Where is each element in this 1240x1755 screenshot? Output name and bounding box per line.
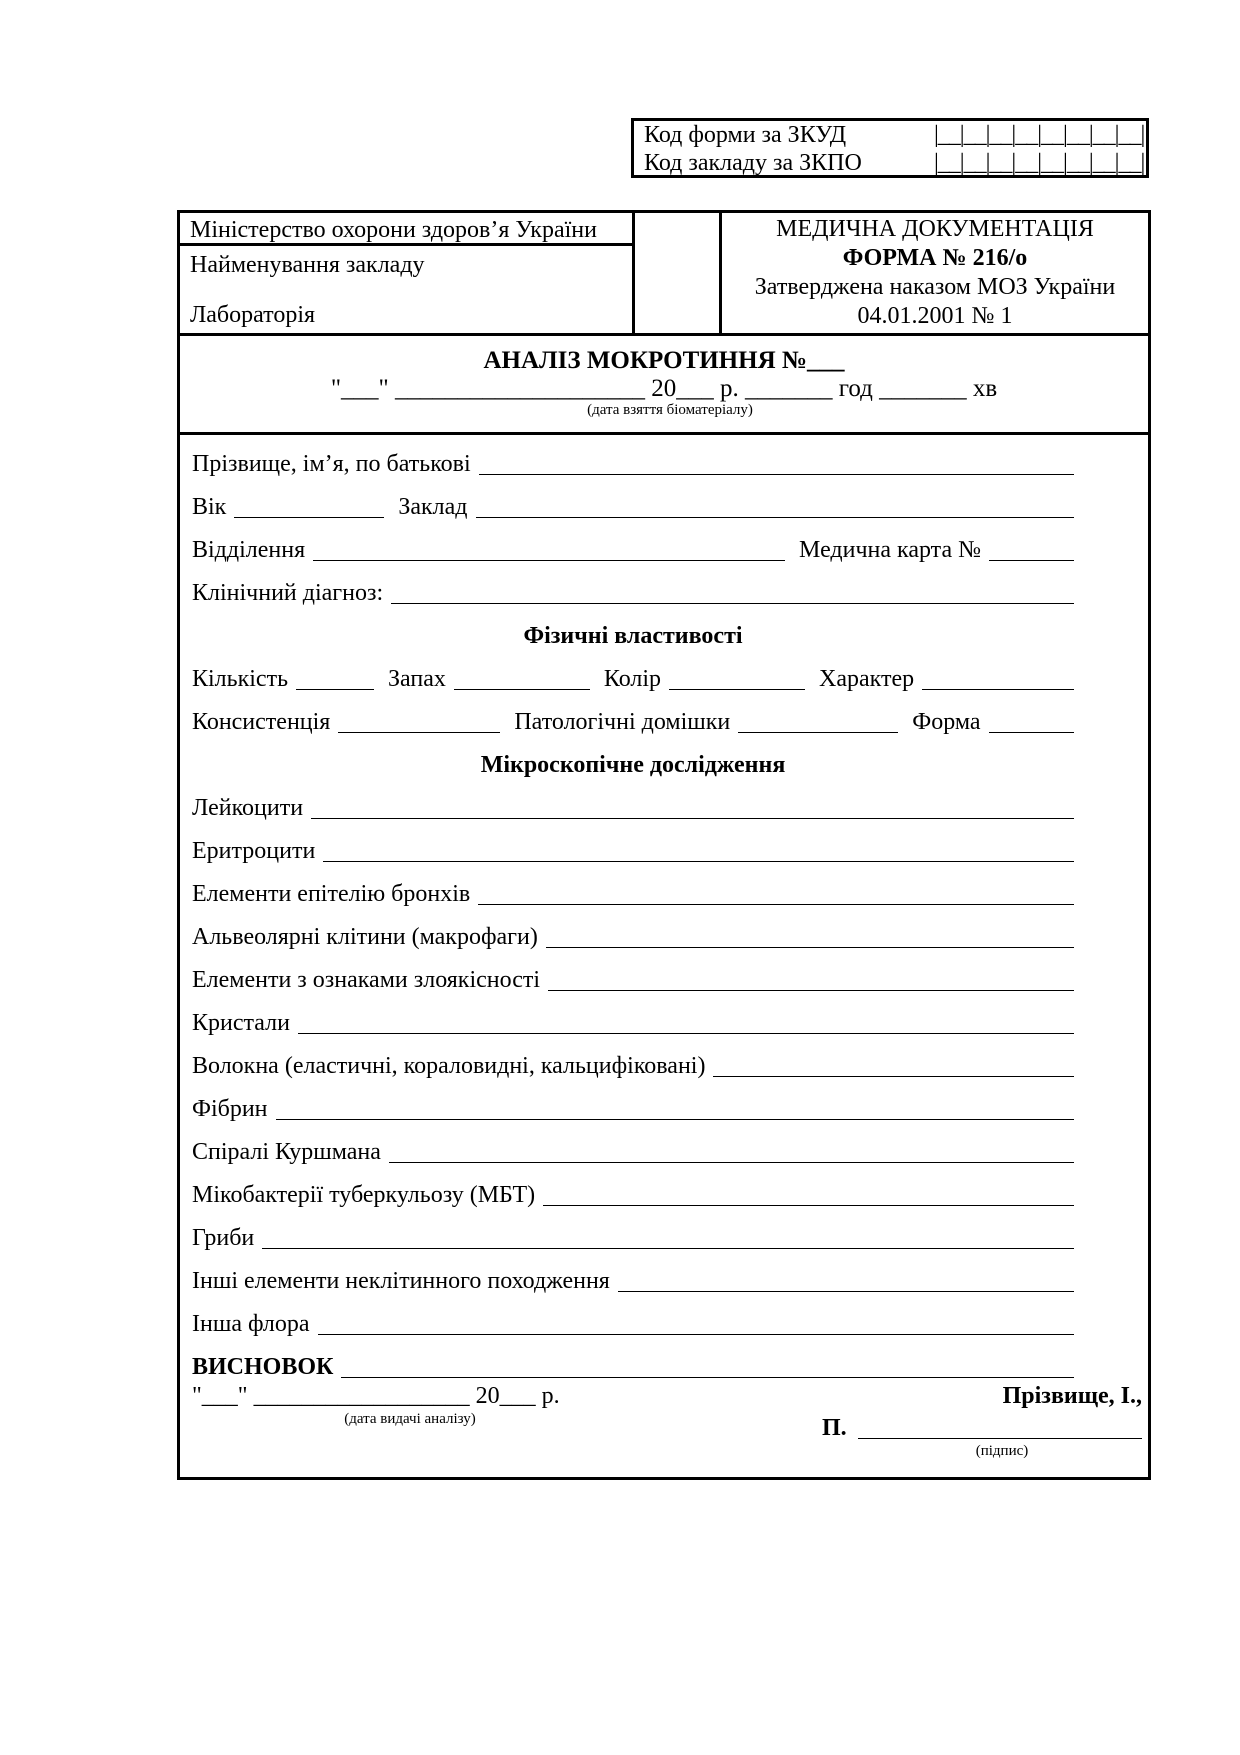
micro-item-field[interactable] — [713, 1076, 1074, 1077]
micro-item-field[interactable] — [548, 990, 1074, 991]
diagnosis-label: Клінічний діагноз: — [192, 580, 384, 606]
signature-block — [192, 1381, 1142, 1471]
micro-heading: Мікроскопічне дослідження — [480, 752, 786, 778]
conclusion-label: ВИСНОВОК — [192, 1354, 334, 1380]
issue-date-caption: (дата видачі аналізу) — [344, 1411, 476, 1427]
micro-item-field[interactable] — [546, 947, 1074, 948]
micro-row — [192, 1178, 1074, 1212]
micro-row — [192, 1006, 1074, 1040]
quantity-label: Кількість — [192, 666, 289, 692]
micro-row — [192, 877, 1074, 911]
form-number: ФОРМА № 216/о — [842, 245, 1028, 271]
micro-item-label: Спіралі Куршмана — [192, 1139, 381, 1165]
micro-item-field[interactable] — [276, 1119, 1074, 1120]
form-label: Форма — [912, 709, 981, 735]
institution-label: Заклад — [398, 494, 468, 520]
micro-item-label: Елементи з ознаками злоякісності — [192, 967, 541, 993]
character-field[interactable] — [922, 689, 1074, 690]
micro-row — [192, 791, 1074, 825]
micro-item-label: Еритроцити — [192, 838, 316, 864]
zkpo-label: Код закладу за ЗКПО — [644, 150, 862, 176]
department-field[interactable] — [313, 560, 785, 561]
micro-row — [192, 1307, 1074, 1341]
micro-item-label: Фібрин — [192, 1096, 268, 1122]
impurities-label: Патологічні домішки — [514, 709, 731, 735]
laboratory-label: Лабораторія — [190, 302, 316, 328]
medical-card-field[interactable] — [989, 560, 1074, 561]
micro-item-field[interactable] — [311, 818, 1074, 819]
diagnosis-field[interactable] — [391, 603, 1074, 604]
header-form-info — [722, 213, 1148, 335]
conclusion-field[interactable] — [341, 1377, 1074, 1378]
institution-name-label: Найменування закладу — [190, 252, 425, 278]
micro-item-field[interactable] — [262, 1248, 1074, 1249]
micro-item-label: Інша флора — [192, 1311, 310, 1337]
micro-item-field[interactable] — [389, 1162, 1074, 1163]
patient-name-row — [192, 447, 1074, 481]
age-institution-row — [192, 490, 1074, 524]
physical-heading: Фізичні властивості — [523, 623, 743, 649]
form-frame — [177, 210, 1151, 1480]
approved-by: Затверджена наказом МОЗ України — [754, 274, 1116, 300]
micro-item-label: Гриби — [192, 1225, 255, 1251]
signer-p-label: П. — [822, 1415, 847, 1441]
micro-item-label: Альвеолярні клітини (макрофаги) — [192, 924, 538, 950]
header-institution-block — [180, 213, 635, 333]
medical-card-label: Медична карта № — [799, 537, 981, 563]
age-label: Вік — [192, 494, 227, 520]
ministry-name: Міністерство охорони здоров’я України — [180, 213, 632, 246]
sample-date-line[interactable]: "___" ____________________ 20___ р. _______ год _______ хв — [330, 375, 998, 402]
header-blank-cell — [635, 213, 722, 333]
impurities-field[interactable] — [738, 732, 898, 733]
micro-row — [192, 1092, 1074, 1126]
micro-row — [192, 1049, 1074, 1083]
zkud-code-cells[interactable]: |__|__|__|__|__|__|__|__| — [934, 122, 1145, 148]
patient-name-field[interactable] — [479, 474, 1074, 475]
micro-item-label: Інші елементи неклітинного походження — [192, 1268, 610, 1294]
quantity-field[interactable] — [296, 689, 374, 690]
institution-field[interactable] — [476, 517, 1074, 518]
diagnosis-row — [192, 576, 1074, 610]
age-field[interactable] — [234, 517, 384, 518]
smell-field[interactable] — [454, 689, 590, 690]
signer-surname-label: Прізвище, І., — [1002, 1383, 1142, 1409]
zkud-label: Код форми за ЗКУД — [644, 122, 847, 148]
consistency-label: Консистенція — [192, 709, 331, 735]
smell-label: Запах — [388, 666, 446, 692]
micro-heading-row — [192, 748, 1074, 782]
form-codes-box — [631, 118, 1149, 178]
signature-caption: (підпис) — [975, 1443, 1029, 1459]
micro-row — [192, 1135, 1074, 1169]
micro-row — [192, 963, 1074, 997]
character-label: Характер — [819, 666, 915, 692]
micro-item-field[interactable] — [618, 1291, 1074, 1292]
micro-item-field[interactable] — [318, 1334, 1074, 1335]
micro-row — [192, 1221, 1074, 1255]
micro-item-field[interactable] — [298, 1033, 1074, 1034]
form-field[interactable] — [989, 732, 1074, 733]
micro-item-label: Елементи епітелію бронхів — [192, 881, 471, 907]
physical-row-1 — [192, 662, 1074, 696]
micro-item-label: Кристали — [192, 1010, 290, 1036]
department-row — [192, 533, 1074, 567]
micro-row — [192, 1264, 1074, 1298]
micro-item-field[interactable] — [478, 904, 1074, 905]
page-title: АНАЛІЗ МОКРОТИННЯ №___ — [483, 347, 845, 374]
micro-row — [192, 834, 1074, 868]
issue-date-line[interactable]: "___" __________________ 20___ р. — [192, 1383, 560, 1409]
zkpo-code-cells[interactable]: |__|__|__|__|__|__|__|__| — [934, 150, 1145, 176]
consistency-field[interactable] — [338, 732, 500, 733]
form-header — [180, 213, 1148, 336]
color-field[interactable] — [669, 689, 805, 690]
approval-order: 04.01.2001 № 1 — [857, 303, 1013, 329]
physical-heading-row — [192, 619, 1074, 653]
micro-item-label: Мікобактерії туберкульозу (МБТ) — [192, 1182, 536, 1208]
micro-item-label: Лейкоцити — [192, 795, 304, 821]
title-block — [180, 336, 1148, 435]
physical-row-2 — [192, 705, 1074, 739]
conclusion-row — [192, 1350, 1074, 1384]
department-label: Відділення — [192, 537, 306, 563]
micro-item-label: Волокна (еластичні, кораловидні, кальцифіковані) — [192, 1053, 706, 1079]
doc-type: МЕДИЧНА ДОКУМЕНТАЦІЯ — [776, 216, 1094, 242]
micro-row — [192, 920, 1074, 954]
patient-name-label: Прізвище, ім’я, по батькові — [192, 451, 471, 477]
sample-date-caption: (дата взяття біоматеріалу) — [587, 402, 753, 418]
signature-field[interactable] — [858, 1438, 1142, 1439]
color-label: Колір — [603, 666, 662, 692]
micro-item-field[interactable] — [543, 1205, 1074, 1206]
micro-item-field[interactable] — [323, 861, 1074, 862]
